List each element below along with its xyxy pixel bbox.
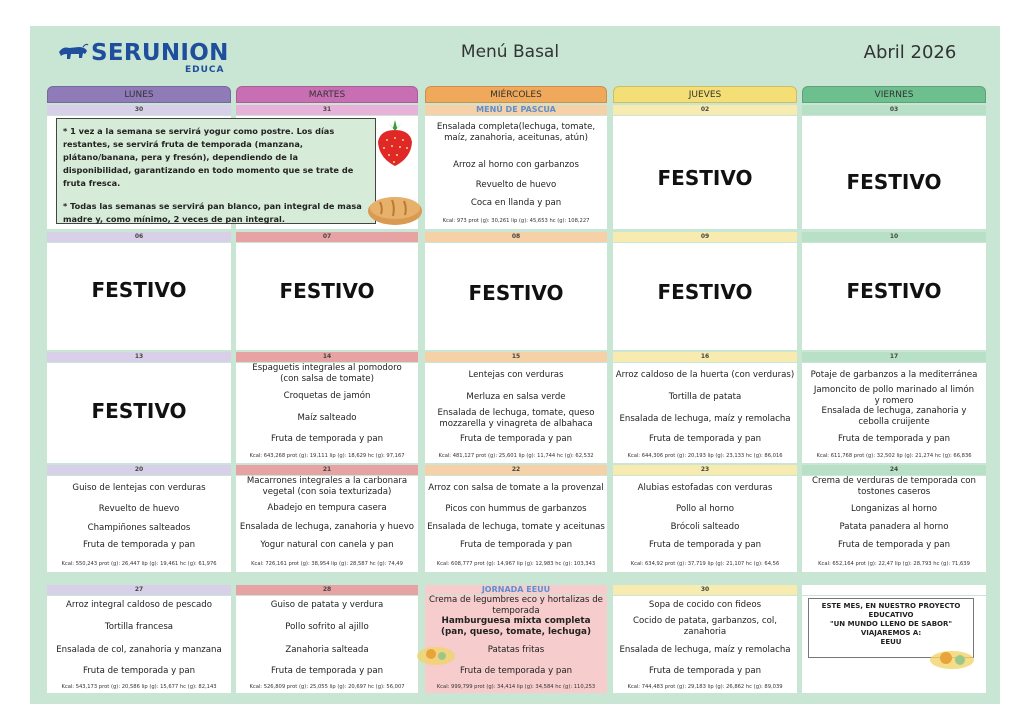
cell-w1-mie <box>425 116 607 229</box>
dish: Espaguetis integrales al pomodoro (con salsa de tomate) <box>252 363 402 384</box>
kcal-info: Kcal: 726,161 prot (g): 38,954 lip (g): 28,587 hc (g): 74,49 <box>251 561 403 567</box>
dish: Fruta de temporada y pan <box>459 434 573 444</box>
dish: Fruta de temporada y pan <box>837 540 951 550</box>
cell-w2-jue <box>613 243 797 350</box>
dish: Sopa de cocido con fideos <box>648 600 762 610</box>
festivo-label: FESTIVO <box>468 281 564 305</box>
dish: Fruta de temporada y pan <box>648 540 762 550</box>
dish: Crema de legumbres eco y hortalizas de temporada <box>429 595 603 616</box>
dish: Zanahoria salteada <box>285 645 369 655</box>
promo-line: VIAJAREMOS A: <box>860 629 922 637</box>
page-title: Menú Basal <box>460 42 560 62</box>
dish: Revuelto de huevo <box>475 180 557 190</box>
dish: Fruta de temporada y pan <box>459 666 573 676</box>
kcal-info: Kcal: 652,164 prot (g): 22,47 lip (g): 28,793 hc (g): 71,639 <box>818 561 970 567</box>
cell-w4-lun <box>47 476 231 572</box>
dish: Pollo al horno <box>675 504 735 514</box>
kcal-info: Kcal: 608,777 prot (g): 14,967 lip (g): 12,983 hc (g): 103,343 <box>436 561 596 567</box>
festivo-label: FESTIVO <box>846 279 942 303</box>
daynum: 23 <box>613 465 797 475</box>
dish: Fruta de temporada y pan <box>648 434 762 444</box>
dish: Brócoli salteado <box>670 522 740 532</box>
col-head-martes: MARTES <box>236 86 418 103</box>
dish: Arroz con salsa de tomate a la provenzal <box>428 483 604 493</box>
col-head-viernes: VIERNES <box>802 86 986 103</box>
daynum: 24 <box>802 465 986 475</box>
note-bread: * Todas las semanas se servirá pan blanco, pan integral de masa madre y, como mínimo, 2 veces de pan integral. <box>63 201 362 224</box>
kcal-info: Kcal: 973 prot (g): 30,261 lip (g): 45,653 hc (g): 108,227 <box>442 218 590 224</box>
cell-w2-vie <box>802 243 986 350</box>
dish: Ensalada de lechuga, zanahoria y cebolla cruijente <box>821 406 967 427</box>
cell-w2-mar <box>236 243 418 350</box>
daynum: 20 <box>47 465 231 475</box>
cell-w3-jue <box>613 363 797 463</box>
dish: Longanizas al horno <box>850 504 938 514</box>
festivo-label: FESTIVO <box>91 399 187 423</box>
dish: Champiñones salteados <box>87 523 191 533</box>
bull-logo-icon <box>57 42 89 64</box>
daynum: 31 <box>236 105 418 115</box>
daynum: 28 <box>236 585 418 595</box>
festivo-label: FESTIVO <box>279 279 375 303</box>
daynum: 10 <box>802 232 986 242</box>
daynum: 30 <box>613 585 797 595</box>
dish: Ensalada de col, zanahoria y manzana <box>56 645 222 655</box>
kcal-info: Kcal: 481,127 prot (g): 25,601 lip (g): 11,744 hc (g): 62,532 <box>438 453 594 459</box>
dish: Merluza en salsa verde <box>466 392 566 402</box>
dish: Cocido de patata, garbanzos, col, zanahoria <box>633 616 777 637</box>
daynum: 16 <box>613 352 797 362</box>
cell-w4-jue <box>613 476 797 572</box>
promo-line: EEUU <box>880 638 902 646</box>
dish: Patatas fritas <box>487 645 545 655</box>
dish: Ensalada de lechuga, tomate y aceitunas <box>427 522 605 532</box>
daynum: 07 <box>236 232 418 242</box>
festivo-label: FESTIVO <box>91 278 187 302</box>
cell-w4-mie <box>425 476 607 572</box>
daynum: 17 <box>802 352 986 362</box>
easter-menu-label: MENÚ DE PASCUA <box>425 105 607 115</box>
dish: Jamoncito de pollo marinado al limón y romero <box>813 385 975 406</box>
cell-w5-jue <box>613 596 797 693</box>
promo-line: ESTE MES, EN NUESTRO PROYECTO EDUCATIVO <box>821 602 961 619</box>
col-head-miercoles: MIÉRCOLES <box>425 86 607 103</box>
festivo-label: FESTIVO <box>657 280 753 304</box>
dish: Arroz integral caldoso de pescado <box>66 600 212 610</box>
daynum: 22 <box>425 465 607 475</box>
dish: Patata panadera al horno <box>839 522 949 532</box>
dish: Yogur natural con canela y pan <box>260 540 394 550</box>
cell-w1-vie <box>802 116 986 229</box>
dish: Picos con hummus de garbanzos <box>445 504 587 514</box>
dish: Macarrones integrales a la carbonara vegetal (con soia texturizada) <box>246 476 408 497</box>
daynum: 08 <box>425 232 607 242</box>
dish: Pollo sofrito al ajillo <box>285 622 369 632</box>
daynum: 09 <box>613 232 797 242</box>
brand-name: SERUNION <box>91 40 229 66</box>
dish: Ensalada de lechuga, tomate, queso mozzarella y vinagreta de albahaca <box>437 408 595 429</box>
note-yogurt: * 1 vez a la semana se servirá yogur como postre. Los días restantes, se servirá fruta de temporada (manzana, plátano/banana, pera y fresón), dependiendo de la disponibilidad, garantizando en todo momento que se trate de fruta fresca. <box>63 126 354 188</box>
daynum: 03 <box>802 105 986 115</box>
dish: Revuelto de huevo <box>98 504 180 514</box>
dish: Tortilla francesa <box>104 622 174 632</box>
kcal-info: Kcal: 643,268 prot (g): 19,111 lip (g): 18,629 hc (g): 97,167 <box>249 453 405 459</box>
cell-w5-lun <box>47 596 231 693</box>
dish: Fruta de temporada y pan <box>459 540 573 550</box>
festivo-label: FESTIVO <box>846 170 942 194</box>
kcal-info: Kcal: 543,173 prot (g): 20,586 lip (g): 15,677 hc (g): 82,143 <box>61 684 217 690</box>
strawberry-icon <box>374 118 416 168</box>
kcal-info: Kcal: 611,768 prot (g): 32,502 lip (g): 21,274 hc (g): 66,836 <box>816 453 972 459</box>
daynum: 21 <box>236 465 418 475</box>
daynum: 15 <box>425 352 607 362</box>
dish: Fruta de temporada y pan <box>270 434 384 444</box>
dish: Croquetas de jamón <box>283 391 371 401</box>
dish: Arroz caldoso de la huerta (con verduras) <box>615 370 795 380</box>
daynum: 06 <box>47 232 231 242</box>
month-label: Abril 2026 <box>863 42 957 63</box>
col-head-jueves: JUEVES <box>613 86 797 103</box>
cell-w3-lun <box>47 363 231 463</box>
dish: Ensalada de lechuga, maíz y remolacha <box>619 645 791 655</box>
kcal-info: Kcal: 526,809 prot (g): 25,055 lip (g): 20,697 hc (g): 56,007 <box>249 684 405 690</box>
brand-sub: EDUCA <box>185 65 225 75</box>
daynum: 14 <box>236 352 418 362</box>
info-note <box>56 118 376 224</box>
cell-w5-mar <box>236 596 418 693</box>
jornada-label: JORNADA EEUU <box>425 585 607 595</box>
daynum: 13 <box>47 352 231 362</box>
kcal-info: Kcal: 550,243 prot (g): 26,447 lip (g): 19,461 hc (g): 61,976 <box>61 561 217 567</box>
festivo-label: FESTIVO <box>657 166 753 190</box>
dish: Alubias estofadas con verduras <box>637 483 773 493</box>
food-illustration-icon <box>414 642 458 668</box>
cell-w2-lun <box>47 243 231 350</box>
dish: Guiso de patata y verdura <box>270 600 384 610</box>
dish: Arroz al horno con garbanzos <box>453 160 579 170</box>
kcal-info: Kcal: 999,799 prot (g): 34,414 lip (g): 34,584 hc (g): 110,253 <box>436 684 596 690</box>
daynum: 02 <box>613 105 797 115</box>
cell-w3-mie <box>425 363 607 463</box>
dish: Fruta de temporada y pan <box>270 666 384 676</box>
cell-w4-mar <box>236 476 418 572</box>
dish: Ensalada de lechuga, zanahoria y huevo <box>239 522 415 532</box>
cell-w2-mie <box>425 243 607 350</box>
dish: Crema de verduras de temporada con tostones caseros <box>811 476 977 497</box>
serunion-logo <box>57 40 227 78</box>
dish: Ensalada completa(lechuga, tomate, maíz, zanahoria, aceitunas, atún) <box>436 122 596 143</box>
dish: Abadejo en tempura casera <box>267 503 387 513</box>
dish: Maíz salteado <box>297 413 357 423</box>
cell-w4-vie <box>802 476 986 572</box>
daynum: 27 <box>47 585 231 595</box>
dish: Fruta de temporada y pan <box>82 540 196 550</box>
dish: Tortilla de patata <box>668 392 742 402</box>
dish: Hamburguesa mixta completa (pan, queso, tomate, lechuga) <box>440 616 592 637</box>
dish: Lentejas con verduras <box>468 370 564 380</box>
dish: Ensalada de lechuga, maíz y remolacha <box>619 414 791 424</box>
col-head-lunes: LUNES <box>47 86 231 103</box>
daynum: 30 <box>47 105 231 115</box>
kcal-info: Kcal: 644,306 prot (g): 20,193 lip (g): 23,133 hc (g): 86,016 <box>627 453 783 459</box>
dish: Fruta de temporada y pan <box>82 666 196 676</box>
kcal-info: Kcal: 744,483 prot (g): 29,183 lip (g): 26,862 hc (g): 89,039 <box>627 684 783 690</box>
bread-icon <box>366 190 424 228</box>
promo-line: "UN MUNDO LLENO DE SABOR" <box>829 620 953 628</box>
kcal-info: Kcal: 634,92 prot (g): 37,719 lip (g): 21,107 hc (g): 64,56 <box>630 561 780 567</box>
dish: Fruta de temporada y pan <box>648 666 762 676</box>
daynum <box>802 585 986 595</box>
dish: Fruta de temporada y pan <box>837 434 951 444</box>
cell-w1-jue <box>613 116 797 229</box>
dish: Coca en llanda y pan <box>470 198 562 208</box>
cell-w3-mar <box>236 363 418 463</box>
globe-illustration-icon <box>926 646 978 672</box>
dish: Potaje de garbanzos a la mediterránea <box>810 370 978 380</box>
dish: Guiso de lentejas con verduras <box>72 483 206 493</box>
cell-w3-vie <box>802 363 986 463</box>
